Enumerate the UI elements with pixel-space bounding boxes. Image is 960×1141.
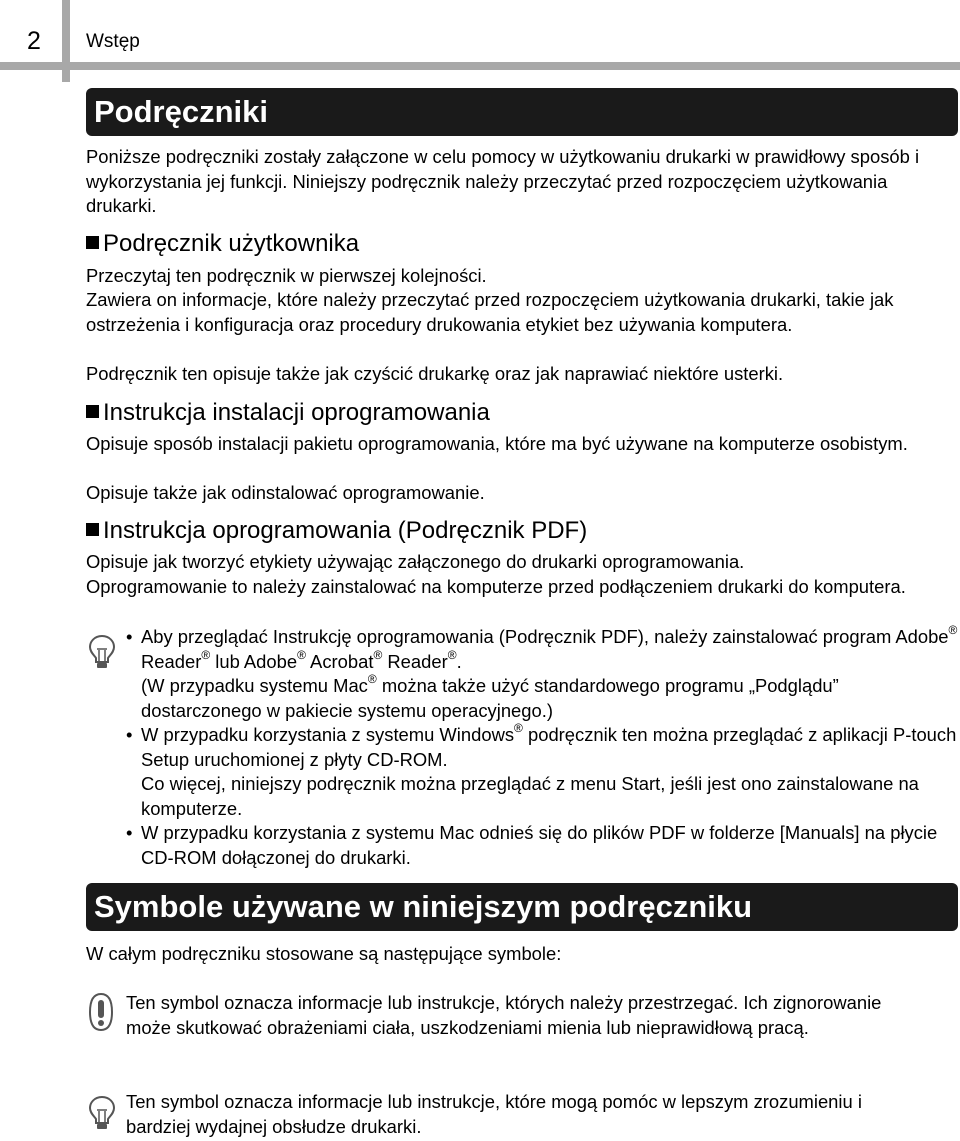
heading-user-guide	[86, 229, 359, 259]
tip-item: • W przypadku korzystania z systemu Windows® podręcznik ten można przeglądać z aplikacji P-touch Setup uruchomionej z płyty CD-ROM. Co więcej, niniejszy podręcznik można przeglądać z menu Start, jeśli jest ono zainstalowane na komputerze.	[126, 723, 958, 821]
user-guide-line2: Zawiera on informacje, które należy przeczytać przed rozpoczęciem użytkowania drukarki, takie jak ostrzeżenia i konfiguracja oraz procedury drukowania etykiet bez używania komputera.	[86, 289, 894, 335]
user-guide-line3: Podręcznik ten opisuje także jak czyścić drukarkę oraz jak naprawiać niektóre usterki.	[86, 363, 784, 384]
square-bullet-icon	[86, 405, 99, 418]
heading-software-guide	[86, 516, 587, 546]
user-guide-line1: Przeczytaj ten podręcznik w pierwszej kolejności.	[86, 265, 487, 286]
heading-user-guide-text: Podręcznik użytkownika	[103, 230, 360, 257]
tip-item: • W przypadku korzystania z systemu Mac odnieś się do plików PDF w folderze [Manuals] na płycie CD-ROM dołączonej do drukarki.	[126, 821, 958, 870]
section-title-manuals: Podręczniki	[86, 88, 958, 136]
square-bullet-icon	[86, 523, 99, 536]
bulb-icon	[88, 634, 116, 670]
section-label: Wstęp	[86, 31, 140, 52]
software-guide-line1: Opisuje jak tworzyć etykiety używając załączonego do drukarki oprogramowania.	[86, 551, 745, 572]
heading-install-guide-text: Instrukcja instalacji oprogramowania	[103, 399, 490, 426]
caution-icon	[88, 992, 114, 1032]
caution-description: Ten symbol oznacza informacje lub instrukcje, których należy przestrzegać. Ich zignorowanie może skutkować obrażeniami ciała, uszkodzeniami mienia lub nieprawidłową pracą.	[126, 992, 882, 1038]
install-guide-line1: Opisuje sposób instalacji pakietu oprogramowania, które ma być używane na komputerze osobistym.	[86, 433, 908, 454]
bulb-icon	[88, 1095, 116, 1131]
intro-paragraph: Poniższe podręczniki zostały załączone w celu pomocy w użytkowaniu drukarki w prawidłowy sposób i wykorzystania jej funkcji. Niniejszy podręcznik należy przeczytać przed rozpoczęciem użytkowania drukarki.	[86, 146, 920, 216]
heading-software-guide-text: Instrukcja oprogramowania (Podręcznik PDF)	[103, 517, 588, 544]
page-header	[0, 0, 960, 82]
heading-install-guide	[86, 398, 490, 428]
software-guide-line2: Oprogramowanie to należy zainstalować na komputerze przed podłączeniem drukarki do komputera.	[86, 576, 906, 597]
header-rule	[0, 62, 960, 70]
square-bullet-icon	[86, 236, 99, 249]
tips-list	[126, 625, 958, 870]
page-number: 2	[27, 27, 41, 55]
symbols-intro: W całym podręczniku stosowane są następujące symbole:	[86, 943, 562, 964]
install-guide-line2: Opisuje także jak odinstalować oprogramowanie.	[86, 482, 485, 503]
header-divider	[62, 0, 70, 82]
hint-description: Ten symbol oznacza informacje lub instrukcje, które mogą pomóc w lepszym zrozumieniu i bardziej wydajnej obsłudze drukarki.	[126, 1091, 862, 1137]
tip-item: • Aby przeglądać Instrukcję oprogramowania (Podręcznik PDF), należy zainstalować program Adobe® Reader® lub Adobe® Acrobat® Reader®. (W przypadku systemu Mac® można także użyć standardowego programu „Podglądu” dostarczonego w pakiecie systemu operacyjnego.)	[126, 625, 958, 723]
section-title-symbols: Symbole używane w niniejszym podręczniku	[86, 883, 958, 931]
